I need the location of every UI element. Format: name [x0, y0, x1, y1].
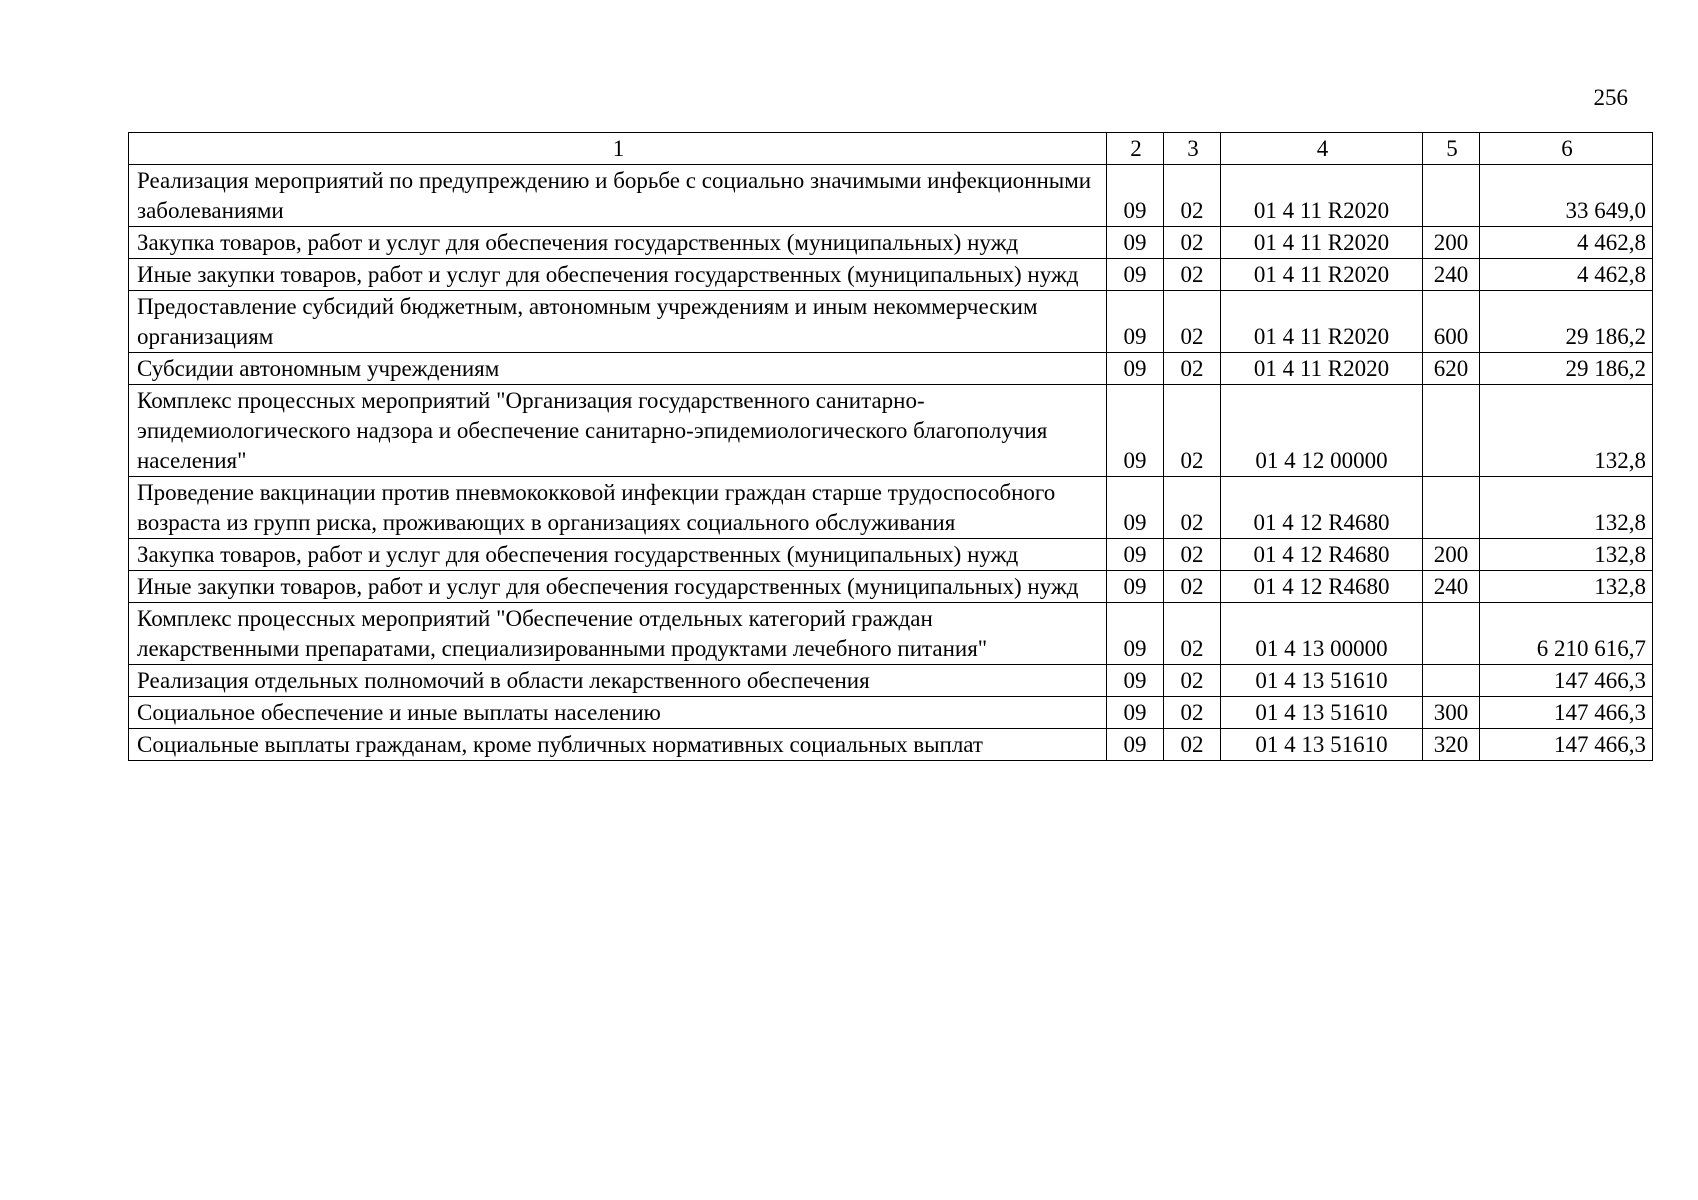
row-target-item-cell: 01 4 13 51610	[1221, 697, 1423, 729]
row-expense-type-cell	[1423, 665, 1480, 697]
row-subsection-cell: 02	[1164, 259, 1221, 291]
row-section-cell: 09	[1107, 477, 1164, 539]
row-target-item-cell: 01 4 13 00000	[1221, 603, 1423, 665]
row-expense-type-cell	[1423, 477, 1480, 539]
row-target-item-cell: 01 4 12 R4680	[1221, 571, 1423, 603]
row-subsection-cell: 02	[1164, 729, 1221, 761]
header-row	[129, 133, 1653, 165]
row-name-cell: Предоставление субсидий бюджетным, автономным учреждениям и иным некоммерческим организациям	[129, 291, 1107, 353]
row-target-item-cell: 01 4 13 51610	[1221, 665, 1423, 697]
row-target-item-cell: 01 4 11 R2020	[1221, 165, 1423, 227]
table-row	[129, 697, 1653, 729]
row-amount-cell: 147 466,3	[1480, 665, 1653, 697]
row-target-item-cell: 01 4 11 R2020	[1221, 291, 1423, 353]
row-section-cell: 09	[1107, 729, 1164, 761]
table-row	[129, 385, 1653, 477]
table-row	[129, 603, 1653, 665]
row-section-cell: 09	[1107, 227, 1164, 259]
row-amount-cell: 6 210 616,7	[1480, 603, 1653, 665]
row-section-cell: 09	[1107, 539, 1164, 571]
row-amount-cell: 33 649,0	[1480, 165, 1653, 227]
column-header-amount: 6	[1480, 133, 1653, 165]
row-section-cell: 09	[1107, 571, 1164, 603]
row-subsection-cell: 02	[1164, 603, 1221, 665]
row-subsection-cell: 02	[1164, 353, 1221, 385]
budget-table	[128, 132, 1653, 761]
row-amount-cell: 132,8	[1480, 385, 1653, 477]
table-row	[129, 291, 1653, 353]
column-header-subsection: 3	[1164, 133, 1221, 165]
row-expense-type-cell	[1423, 385, 1480, 477]
row-expense-type-cell: 240	[1423, 571, 1480, 603]
row-name-cell: Проведение вакцинации против пневмококковой инфекции граждан старше трудоспособного возраста из групп риска, проживающих в организациях социального обслуживания	[129, 477, 1107, 539]
row-target-item-cell: 01 4 11 R2020	[1221, 259, 1423, 291]
row-name-cell: Реализация отдельных полномочий в области лекарственного обеспечения	[129, 665, 1107, 697]
table-row	[129, 665, 1653, 697]
row-name-cell: Социальные выплаты гражданам, кроме публичных нормативных социальных выплат	[129, 729, 1107, 761]
table-row	[129, 729, 1653, 761]
row-amount-cell: 4 462,8	[1480, 227, 1653, 259]
row-expense-type-cell: 200	[1423, 227, 1480, 259]
row-section-cell: 09	[1107, 353, 1164, 385]
table-row	[129, 227, 1653, 259]
table-row	[129, 259, 1653, 291]
row-section-cell: 09	[1107, 385, 1164, 477]
row-subsection-cell: 02	[1164, 385, 1221, 477]
row-subsection-cell: 02	[1164, 697, 1221, 729]
row-subsection-cell: 02	[1164, 477, 1221, 539]
row-target-item-cell: 01 4 12 R4680	[1221, 539, 1423, 571]
row-target-item-cell: 01 4 13 51610	[1221, 729, 1423, 761]
row-expense-type-cell: 200	[1423, 539, 1480, 571]
table-body	[129, 165, 1653, 761]
table-row	[129, 477, 1653, 539]
row-name-cell: Комплекс процессных мероприятий "Организация государственного санитарно-эпидемиологического надзора и обеспечение санитарно-эпидемиологического благополучия населения"	[129, 385, 1107, 477]
row-name-cell: Закупка товаров, работ и услуг для обеспечения государственных (муниципальных) нужд	[129, 539, 1107, 571]
table-row	[129, 539, 1653, 571]
table-row	[129, 571, 1653, 603]
row-target-item-cell: 01 4 12 00000	[1221, 385, 1423, 477]
row-name-cell: Комплекс процессных мероприятий "Обеспечение отдельных категорий граждан лекарственными препаратами, специализированными продуктами лечебного питания"	[129, 603, 1107, 665]
row-expense-type-cell	[1423, 603, 1480, 665]
column-header-expense-type: 5	[1423, 133, 1480, 165]
row-expense-type-cell: 300	[1423, 697, 1480, 729]
row-subsection-cell: 02	[1164, 291, 1221, 353]
row-section-cell: 09	[1107, 259, 1164, 291]
row-expense-type-cell	[1423, 165, 1480, 227]
row-target-item-cell: 01 4 12 R4680	[1221, 477, 1423, 539]
row-amount-cell: 132,8	[1480, 477, 1653, 539]
column-header-target-item: 4	[1221, 133, 1423, 165]
row-section-cell: 09	[1107, 165, 1164, 227]
row-amount-cell: 147 466,3	[1480, 729, 1653, 761]
row-amount-cell: 29 186,2	[1480, 291, 1653, 353]
row-target-item-cell: 01 4 11 R2020	[1221, 227, 1423, 259]
column-header-name: 1	[129, 133, 1107, 165]
row-subsection-cell: 02	[1164, 165, 1221, 227]
row-amount-cell: 4 462,8	[1480, 259, 1653, 291]
row-subsection-cell: 02	[1164, 571, 1221, 603]
row-section-cell: 09	[1107, 291, 1164, 353]
row-name-cell: Социальное обеспечение и иные выплаты населению	[129, 697, 1107, 729]
row-name-cell: Реализация мероприятий по предупреждению и борьбе с социально значимыми инфекционными заболеваниями	[129, 165, 1107, 227]
row-name-cell: Иные закупки товаров, работ и услуг для обеспечения государственных (муниципальных) нужд	[129, 259, 1107, 291]
row-expense-type-cell: 600	[1423, 291, 1480, 353]
row-amount-cell: 147 466,3	[1480, 697, 1653, 729]
table-row	[129, 165, 1653, 227]
row-expense-type-cell: 320	[1423, 729, 1480, 761]
row-section-cell: 09	[1107, 697, 1164, 729]
row-amount-cell: 132,8	[1480, 539, 1653, 571]
page-number: 256	[1593, 85, 1628, 110]
row-name-cell: Иные закупки товаров, работ и услуг для обеспечения государственных (муниципальных) нужд	[129, 571, 1107, 603]
table-row	[129, 353, 1653, 385]
row-expense-type-cell: 240	[1423, 259, 1480, 291]
row-target-item-cell: 01 4 11 R2020	[1221, 353, 1423, 385]
row-expense-type-cell: 620	[1423, 353, 1480, 385]
row-subsection-cell: 02	[1164, 665, 1221, 697]
row-amount-cell: 132,8	[1480, 571, 1653, 603]
row-subsection-cell: 02	[1164, 227, 1221, 259]
row-section-cell: 09	[1107, 603, 1164, 665]
row-name-cell: Субсидии автономным учреждениям	[129, 353, 1107, 385]
row-amount-cell: 29 186,2	[1480, 353, 1653, 385]
row-section-cell: 09	[1107, 665, 1164, 697]
column-header-section: 2	[1107, 133, 1164, 165]
row-name-cell: Закупка товаров, работ и услуг для обеспечения государственных (муниципальных) нужд	[129, 227, 1107, 259]
row-subsection-cell: 02	[1164, 539, 1221, 571]
